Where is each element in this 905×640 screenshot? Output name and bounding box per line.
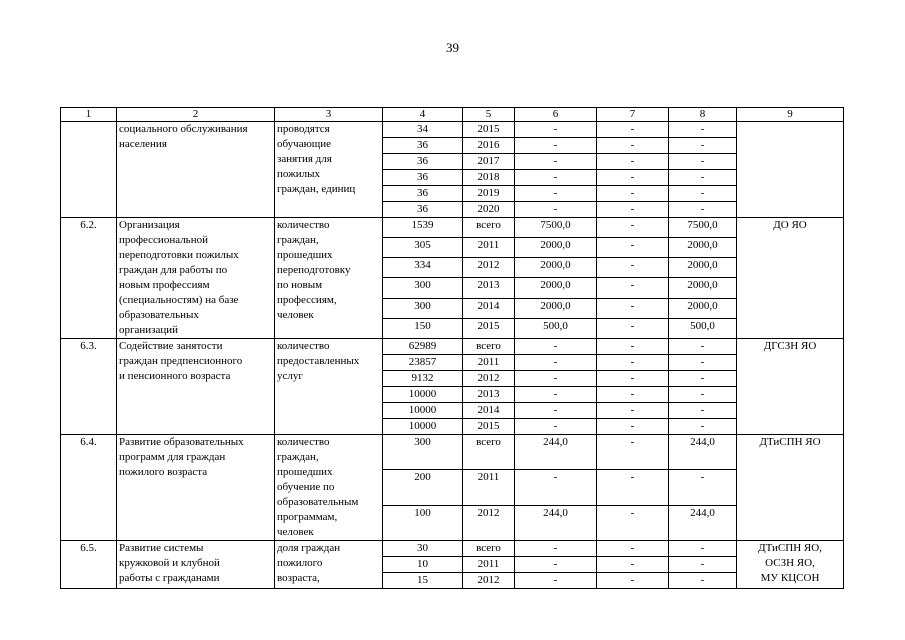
total-funding: - (515, 387, 597, 403)
federal-funding: - (597, 218, 669, 238)
federal-funding: - (597, 573, 669, 589)
page-number: 39 (446, 40, 459, 55)
measure-name: Содействие занятости граждан предпенсионного и пенсионного возраста (117, 339, 275, 435)
regional-funding: - (669, 138, 737, 154)
year-cell: 2012 (463, 505, 515, 540)
total-funding: - (515, 557, 597, 573)
indicator-value: 200 (383, 470, 463, 505)
year-cell: 2011 (463, 238, 515, 258)
column-number: 6 (515, 108, 597, 122)
regional-funding: - (669, 170, 737, 186)
total-funding: - (515, 154, 597, 170)
total-funding: 500,0 (515, 318, 597, 338)
year-cell: 2014 (463, 298, 515, 318)
indicator-value: 300 (383, 435, 463, 470)
regional-funding: 244,0 (669, 435, 737, 470)
indicator-value: 10 (383, 557, 463, 573)
federal-funding: - (597, 403, 669, 419)
column-number: 4 (383, 108, 463, 122)
indicator-value: 30 (383, 541, 463, 557)
indicator-name: количество граждан, прошедших обучение по образовательным программам, человек (275, 435, 383, 541)
measure-name: Развитие системы кружковой и клубной работы с гражданами (117, 541, 275, 589)
federal-funding: - (597, 258, 669, 278)
federal-funding: - (597, 387, 669, 403)
federal-funding: - (597, 238, 669, 258)
year-cell: 2013 (463, 387, 515, 403)
total-funding: 2000,0 (515, 278, 597, 298)
indicator-value: 300 (383, 278, 463, 298)
year-cell: 2019 (463, 186, 515, 202)
total-funding: 244,0 (515, 435, 597, 470)
year-cell: 2012 (463, 371, 515, 387)
regional-funding: - (669, 419, 737, 435)
table-row (61, 435, 844, 470)
year-cell: 2016 (463, 138, 515, 154)
regional-funding: - (669, 387, 737, 403)
federal-funding: - (597, 557, 669, 573)
executor: ДГСЗН ЯО (737, 339, 844, 435)
indicator-value: 334 (383, 258, 463, 278)
year-cell: 2020 (463, 202, 515, 218)
federal-funding: - (597, 505, 669, 540)
column-number: 1 (61, 108, 117, 122)
federal-funding: - (597, 278, 669, 298)
indicator-value: 36 (383, 154, 463, 170)
total-funding: - (515, 541, 597, 557)
executor: ДО ЯО (737, 218, 844, 339)
total-funding: - (515, 403, 597, 419)
regional-funding: - (669, 371, 737, 387)
federal-funding: - (597, 419, 669, 435)
indicator-value: 36 (383, 202, 463, 218)
total-funding: 244,0 (515, 505, 597, 540)
table-row (61, 339, 844, 355)
federal-funding: - (597, 339, 669, 355)
column-number: 7 (597, 108, 669, 122)
year-cell: 2018 (463, 170, 515, 186)
year-cell: 2014 (463, 403, 515, 419)
table-row (61, 541, 844, 557)
item-number: 6.2. (61, 218, 117, 339)
indicator-value: 100 (383, 505, 463, 540)
regional-funding: - (669, 122, 737, 138)
federal-funding: - (597, 318, 669, 338)
indicator-name: проводятся обучающие занятия для пожилых граждан, единиц (275, 122, 383, 218)
total-funding: 2000,0 (515, 298, 597, 318)
total-funding: - (515, 138, 597, 154)
federal-funding: - (597, 355, 669, 371)
indicator-value: 305 (383, 238, 463, 258)
regional-funding: 2000,0 (669, 278, 737, 298)
year-cell: 2011 (463, 557, 515, 573)
indicator-value: 10000 (383, 403, 463, 419)
total-funding: 7500,0 (515, 218, 597, 238)
regional-funding: - (669, 470, 737, 505)
column-number-row (61, 108, 844, 122)
regional-funding: - (669, 403, 737, 419)
indicator-value: 9132 (383, 371, 463, 387)
total-funding: - (515, 186, 597, 202)
federal-funding: - (597, 122, 669, 138)
table-row (61, 218, 844, 238)
regional-funding: - (669, 557, 737, 573)
regional-funding: 500,0 (669, 318, 737, 338)
year-cell: 2012 (463, 573, 515, 589)
federal-funding: - (597, 435, 669, 470)
year-cell: 2011 (463, 470, 515, 505)
federal-funding: - (597, 541, 669, 557)
item-number: 6.4. (61, 435, 117, 541)
federal-funding: - (597, 154, 669, 170)
regional-funding: - (669, 186, 737, 202)
regional-funding: - (669, 154, 737, 170)
executor: ДТиСПН ЯО (737, 435, 844, 541)
column-number: 2 (117, 108, 275, 122)
total-funding: - (515, 202, 597, 218)
table-body (61, 108, 844, 589)
year-cell: 2015 (463, 318, 515, 338)
federal-funding: - (597, 202, 669, 218)
column-number: 5 (463, 108, 515, 122)
column-number: 3 (275, 108, 383, 122)
year-cell: 2011 (463, 355, 515, 371)
year-cell: всего (463, 541, 515, 557)
regional-funding: - (669, 541, 737, 557)
year-cell: всего (463, 339, 515, 355)
indicator-value: 36 (383, 138, 463, 154)
indicator-name: доля граждан пожилого возраста, (275, 541, 383, 589)
indicator-value: 62989 (383, 339, 463, 355)
regional-funding: - (669, 573, 737, 589)
indicator-value: 23857 (383, 355, 463, 371)
indicator-value: 10000 (383, 387, 463, 403)
total-funding: - (515, 170, 597, 186)
total-funding: - (515, 355, 597, 371)
federal-funding: - (597, 371, 669, 387)
executor: ДТиСПН ЯО, ОСЗН ЯО, МУ КЦСОН (737, 541, 844, 589)
total-funding: - (515, 339, 597, 355)
executor (737, 122, 844, 218)
year-cell: всего (463, 218, 515, 238)
federal-funding: - (597, 138, 669, 154)
indicator-name: количество граждан, прошедших переподготовку по новым профессиям, человек (275, 218, 383, 339)
indicator-value: 36 (383, 170, 463, 186)
year-cell: 2017 (463, 154, 515, 170)
total-funding: - (515, 573, 597, 589)
column-number: 8 (669, 108, 737, 122)
indicator-value: 150 (383, 318, 463, 338)
table-row (61, 122, 844, 138)
year-cell: всего (463, 435, 515, 470)
indicator-value: 10000 (383, 419, 463, 435)
indicator-value: 1539 (383, 218, 463, 238)
total-funding: 2000,0 (515, 238, 597, 258)
item-number: 6.5. (61, 541, 117, 589)
program-table (60, 107, 844, 589)
indicator-value: 34 (383, 122, 463, 138)
total-funding: - (515, 122, 597, 138)
regional-funding: - (669, 339, 737, 355)
measure-name: Организация профессиональной переподготовки пожилых граждан для работы по новым профессиям (специальностям) на базе образовательных организаций (117, 218, 275, 339)
indicator-value: 15 (383, 573, 463, 589)
year-cell: 2013 (463, 278, 515, 298)
total-funding: 2000,0 (515, 258, 597, 278)
regional-funding: - (669, 355, 737, 371)
federal-funding: - (597, 470, 669, 505)
year-cell: 2015 (463, 122, 515, 138)
total-funding: - (515, 371, 597, 387)
year-cell: 2015 (463, 419, 515, 435)
column-number: 9 (737, 108, 844, 122)
federal-funding: - (597, 298, 669, 318)
item-number: 6.3. (61, 339, 117, 435)
federal-funding: - (597, 186, 669, 202)
federal-funding: - (597, 170, 669, 186)
measure-name: социального обслуживания населения (117, 122, 275, 218)
regional-funding: 2000,0 (669, 298, 737, 318)
regional-funding: 7500,0 (669, 218, 737, 238)
total-funding: - (515, 419, 597, 435)
regional-funding: 2000,0 (669, 258, 737, 278)
year-cell: 2012 (463, 258, 515, 278)
measure-name: Развитие образовательных программ для граждан пожилого возраста (117, 435, 275, 541)
indicator-value: 36 (383, 186, 463, 202)
regional-funding: 244,0 (669, 505, 737, 540)
indicator-name: количество предоставленных услуг (275, 339, 383, 435)
item-number (61, 122, 117, 218)
regional-funding: - (669, 202, 737, 218)
total-funding: - (515, 470, 597, 505)
indicator-value: 300 (383, 298, 463, 318)
regional-funding: 2000,0 (669, 238, 737, 258)
